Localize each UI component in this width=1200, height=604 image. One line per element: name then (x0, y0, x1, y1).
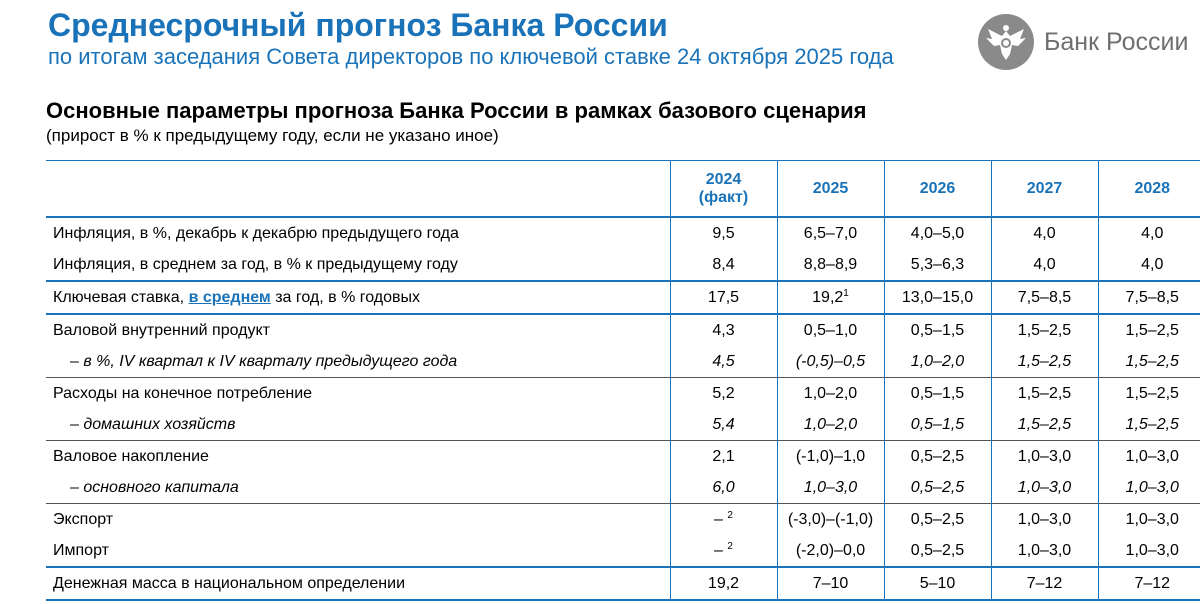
page-title: Среднесрочный прогноз Банка России (48, 7, 668, 43)
cell-2025: 8,8–8,9 (777, 249, 884, 281)
cell-2027: 1,5–2,5 (991, 314, 1098, 346)
row-label: – домашних хозяйств (70, 415, 236, 433)
cell-2028: 1,0–3,0 (1098, 504, 1200, 536)
cell-2025: 6,5–7,0 (777, 217, 884, 249)
cell-2028: 1,5–2,5 (1098, 378, 1200, 410)
col-header-2025: 2025 (777, 161, 884, 218)
cell-2024: 5,2 (670, 378, 777, 410)
cell-2024: 19,2 (670, 567, 777, 600)
cell-2028: 4,0 (1098, 249, 1200, 281)
cell-2024-value: – (714, 541, 723, 559)
cell-2027: 1,5–2,5 (991, 378, 1098, 410)
cell-2027: 4,0 (991, 249, 1098, 281)
cell-2028: 7,5–8,5 (1098, 281, 1200, 314)
cell-2028: 1,0–3,0 (1098, 472, 1200, 504)
cell-2024-value: – (714, 510, 723, 528)
cell-2025: (-2,0)–0,0 (777, 535, 884, 567)
cell-2024 (670, 504, 777, 536)
cell-2027: 1,0–3,0 (991, 535, 1098, 567)
cell-2027: 7–12 (991, 567, 1098, 600)
row-label: Расходы на конечное потребление (46, 378, 670, 410)
cell-2025: 1,0–2,0 (777, 409, 884, 441)
forecast-table (46, 160, 1200, 601)
cell-2024: 8,4 (670, 249, 777, 281)
cell-2026: 0,5–1,5 (884, 409, 991, 441)
cell-2025: 0,5–1,0 (777, 314, 884, 346)
cell-2028: 1,5–2,5 (1098, 346, 1200, 378)
cell-2026: 5–10 (884, 567, 991, 600)
table-header-row (46, 161, 1200, 218)
cell-2026: 0,5–2,5 (884, 535, 991, 567)
cell-2026: 0,5–2,5 (884, 441, 991, 473)
row-accumulation (46, 441, 1200, 473)
row-label: – в %, IV квартал к IV кварталу предыдущего года (70, 352, 458, 370)
cell-2024: 5,4 (670, 409, 777, 441)
cell-2024: 9,5 (670, 217, 777, 249)
cell-2025: 1,0–3,0 (777, 472, 884, 504)
col-2024-year: 2024 (705, 170, 742, 188)
cell-2026: 0,5–1,5 (884, 314, 991, 346)
cell-2025: (-0,5)–0,5 (777, 346, 884, 378)
row-label: – основного капитала (70, 478, 239, 496)
row-label: Денежная масса в национальном определении (46, 567, 670, 600)
row-inflation-dec (46, 217, 1200, 249)
bank-logo (978, 14, 1200, 70)
col-header-2024 (670, 161, 777, 218)
eagle-emblem-icon (978, 14, 1034, 70)
footnote-marker: 2 (727, 540, 733, 552)
cell-2025: (-1,0)–1,0 (777, 441, 884, 473)
page-subtitle: по итогам заседания Совета директоров по ключевой ставке 24 октября 2025 года (48, 44, 894, 69)
cell-2028: 1,5–2,5 (1098, 409, 1200, 441)
table-note: (прирост в % к предыдущему году, если не указано иное) (46, 126, 499, 145)
cell-2024: 2,1 (670, 441, 777, 473)
row-label: Валовое накопление (46, 441, 670, 473)
cell-2027: 1,0–3,0 (991, 504, 1098, 536)
row-label: Валовой внутренний продукт (46, 314, 670, 346)
cell-2027: 7,5–8,5 (991, 281, 1098, 314)
cell-2024: 4,5 (670, 346, 777, 378)
row-key-rate (46, 281, 1200, 314)
row-label: Экспорт (46, 504, 670, 536)
cell-2027: 4,0 (991, 217, 1098, 249)
cell-2026: 4,0–5,0 (884, 217, 991, 249)
cell-2026: 13,0–15,0 (884, 281, 991, 314)
row-inflation-avg (46, 249, 1200, 281)
row-label: Инфляция, в %, декабрь к декабрю предыдущего года (53, 224, 459, 242)
cell-2028: 7–12 (1098, 567, 1200, 600)
col-2024-fact: (факт) (698, 188, 749, 206)
logo-text: Банк России (1044, 28, 1189, 56)
cell-2024 (670, 535, 777, 567)
cell-2028: 4,0 (1098, 217, 1200, 249)
row-label (46, 281, 670, 314)
cell-2027: 1,5–2,5 (991, 409, 1098, 441)
cell-2028: 1,0–3,0 (1098, 535, 1200, 567)
header-label-cell (46, 161, 670, 218)
cell-2025-value: 19,2 (812, 288, 844, 306)
row-consumption (46, 378, 1200, 410)
cell-2026: 0,5–1,5 (884, 378, 991, 410)
row-gdp-q4 (46, 346, 1200, 378)
row-households (46, 409, 1200, 441)
cell-2026: 0,5–2,5 (884, 504, 991, 536)
cell-2024: 4,3 (670, 314, 777, 346)
cell-2024: 6,0 (670, 472, 777, 504)
table-title: Основные параметры прогноза Банка России в рамках базового сценария (46, 98, 867, 123)
footnote-marker: 1 (843, 287, 849, 299)
row-fixed-capital (46, 472, 1200, 504)
row-label: Импорт (53, 541, 109, 559)
row-gdp (46, 314, 1200, 346)
cell-2026: 0,5–2,5 (884, 472, 991, 504)
key-rate-label-pre: Ключевая ставка, (53, 288, 185, 306)
row-money-supply (46, 567, 1200, 600)
cell-2025: 1,0–2,0 (777, 378, 884, 410)
cell-2025 (777, 281, 884, 314)
cell-2025: 7–10 (777, 567, 884, 600)
average-link[interactable]: в среднем (188, 288, 271, 306)
cell-2028: 1,0–3,0 (1098, 441, 1200, 473)
row-export (46, 504, 1200, 536)
footnote-marker: 2 (727, 509, 733, 521)
cell-2025: (-3,0)–(-1,0) (777, 504, 884, 536)
cell-2024: 17,5 (670, 281, 777, 314)
cell-2026: 5,3–6,3 (884, 249, 991, 281)
row-import (46, 535, 1200, 567)
cell-2026: 1,0–2,0 (884, 346, 991, 378)
cell-2028: 1,5–2,5 (1098, 314, 1200, 346)
col-header-2028: 2028 (1098, 161, 1200, 218)
cell-2027: 1,0–3,0 (991, 472, 1098, 504)
col-header-2027: 2027 (991, 161, 1098, 218)
row-label: Инфляция, в среднем за год, в % к предыдущему году (53, 255, 458, 273)
col-header-2026: 2026 (884, 161, 991, 218)
cell-2027: 1,0–3,0 (991, 441, 1098, 473)
cell-2027: 1,5–2,5 (991, 346, 1098, 378)
key-rate-label-post: за год, в % годовых (275, 288, 421, 306)
